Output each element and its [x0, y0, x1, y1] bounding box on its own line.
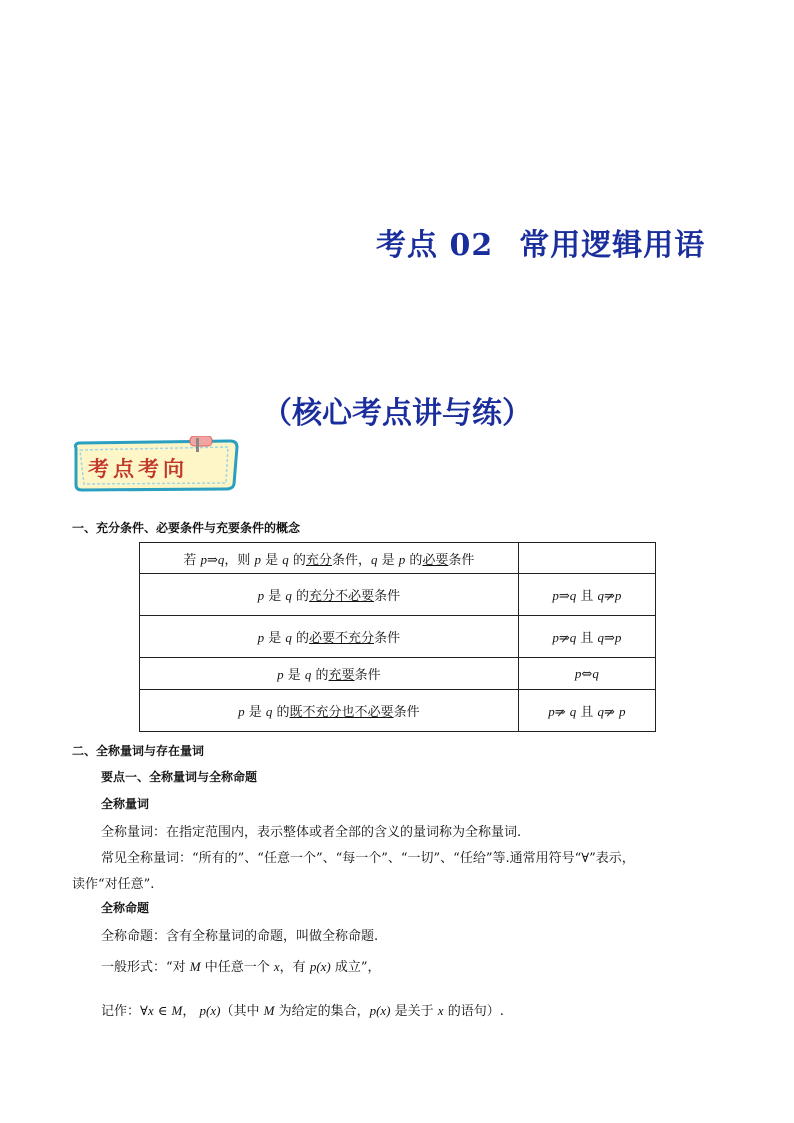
page-subtitle: （核心考点讲与练）: [262, 396, 532, 431]
page-title: [376, 220, 705, 264]
table-cell-empty: [518, 543, 655, 574]
table-cell-term: p 是 q 的充分不必要条件: [140, 574, 519, 616]
table-row: [140, 690, 656, 732]
common-quantifiers-line1: 常见全称量词：“所有的”、“任意一个”、“每一个”、“一切”、“任给”等.通常用符号“∀”表示，: [101, 851, 635, 866]
table-cell-term: p 是 q 的必要不充分条件: [140, 616, 519, 658]
table-cell-term: p 是 q 的充要条件: [140, 658, 519, 690]
definition-universal-quantifier: 全称量词：在指定范围内，表示整体或者全部的含义的量词称为全称量词.: [101, 825, 522, 840]
table-row: [140, 658, 656, 690]
not-implies-symbol: ⇒: [558, 631, 570, 646]
not-implies-symbol: ⇒: [604, 705, 615, 720]
table-row: [140, 574, 656, 616]
table-row: [140, 543, 656, 574]
table-cell-relation: p⇔q: [518, 658, 655, 690]
point-heading: 要点一、全称量词与全称命题: [101, 770, 258, 784]
table-row: [140, 616, 656, 658]
section-badge-label: 考点考向: [88, 457, 188, 481]
common-quantifiers-line2: 读作“对任意”.: [72, 877, 155, 892]
not-implies-symbol: ⇒: [554, 705, 566, 720]
table-cell-term: p 是 q 的既不充分也不必要条件: [140, 690, 519, 732]
conditions-table: [139, 542, 656, 732]
section-heading-conditions: 一、充分条件、必要条件与充要条件的概念: [72, 521, 301, 535]
table-cell-definition: 若 p⇒q，则 p 是 q 的充分条件，q 是 p 的必要条件: [140, 543, 519, 574]
notation-line: 记作：∀x ∈ M， p(x)（其中 M 为给定的集合，p(x) 是关于 x 的语句）.: [101, 1003, 504, 1019]
title-prefix: 考点 02: [376, 228, 494, 263]
title-main-text: 常用逻辑用语: [519, 228, 706, 263]
general-form-line: 一般形式：“对 M 中任意一个 x，有 p(x) 成立”，: [101, 959, 381, 975]
table-cell-relation: p⇒q 且 q⇒p: [518, 616, 655, 658]
table-cell-relation: p⇒ q 且 q⇒ p: [518, 690, 655, 732]
not-implies-symbol: ⇒: [604, 589, 615, 604]
table-cell-relation: p⇒q 且 q⇒p: [518, 574, 655, 616]
definition-universal-proposition: 全称命题：含有全称量词的命题，叫做全称命题.: [101, 929, 379, 944]
section-heading-quantifiers: 二、全称量词与存在量词: [72, 744, 205, 758]
subheading-universal-proposition: 全称命题: [101, 901, 150, 915]
subheading-universal-quantifier: 全称量词: [101, 797, 150, 811]
